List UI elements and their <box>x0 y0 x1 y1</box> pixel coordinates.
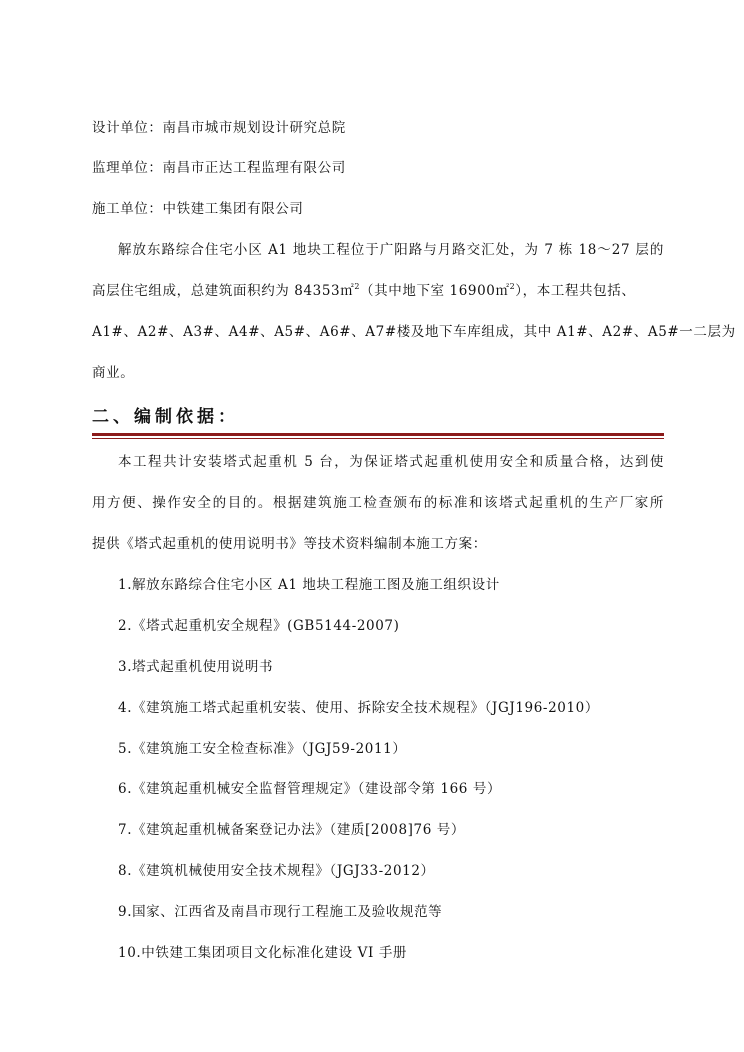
construction-unit-line: 施工单位：中铁建工集团有限公司 <box>92 201 304 217</box>
basis-item-8: 8.《建筑机械使用安全技术规程》（JGJ33-2012） <box>118 863 435 879</box>
design-unit-line: 设计单位：南昌市城市规划设计研究总院 <box>92 120 346 136</box>
intro-line-3: 提供《塔式起重机的使用说明书》等技术资料编制本施工方案： <box>92 536 487 552</box>
overview-line-3: A1#、A2#、A3#、A4#、A5#、A6#、A7#楼及地下车库组成，其中 A1#、A2#、A5#一二层为 <box>92 324 736 340</box>
basis-item-5: 5.《建筑施工安全检查标准》（JGJ59-2011） <box>118 741 407 757</box>
basis-item-4: 4.《建筑施工塔式起重机安装、使用、拆除安全技术规程》（JGJ196-2010） <box>118 700 599 716</box>
supervision-unit-line: 监理单位：南昌市正达工程监理有限公司 <box>92 160 346 176</box>
basis-item-7: 7.《建筑起重机械备案登记办法》（建质[2008]76 号） <box>118 822 465 838</box>
overview-line-2-c: ），本工程共包括、 <box>515 283 636 299</box>
basis-item-1: 1.解放东路综合住宅小区 A1 地块工程施工图及施工组织设计 <box>118 577 500 593</box>
basis-item-10: 10.中铁建工集团项目文化标准化建设 VI 手册 <box>118 945 408 961</box>
overview-line-2-a: 高层住宅组成，总建筑面积约为 84353㎡ <box>92 283 355 299</box>
overview-line-4: 商业。 <box>92 365 135 381</box>
area-superscript-2: 2 <box>509 282 516 291</box>
basis-item-2: 2.《塔式起重机安全规程》(GB5144-2007) <box>118 618 400 634</box>
basis-item-3: 3.塔式起重机使用说明书 <box>118 659 274 675</box>
heading-rule-thick <box>92 433 664 436</box>
area-superscript-1: 2 <box>354 282 361 291</box>
basis-item-6: 6.《建筑起重机械安全监督管理规定》（建设部令第 166 号） <box>118 781 502 797</box>
overview-line-2-b: （其中地下室 16900㎡ <box>360 283 510 299</box>
basis-item-9: 9.国家、江西省及南昌市现行工程施工及验收规范等 <box>118 904 443 920</box>
overview-line-2 <box>92 281 635 301</box>
heading-rule-thin <box>92 438 664 439</box>
section-heading: 二、编制依据： <box>92 407 239 427</box>
intro-line-1: 本工程共计安装塔式起重机 5 台，为保证塔式起重机使用安全和质量合格，达到使 <box>118 454 664 470</box>
overview-line-1: 解放东路综合住宅小区 A1 地块工程位于广阳路与月路交汇处，为 7 栋 18～27 层的 <box>118 242 664 258</box>
intro-line-2: 用方便、操作安全的目的。根据建筑施工检查颁布的标准和该塔式起重机的生产厂家所 <box>92 495 664 511</box>
